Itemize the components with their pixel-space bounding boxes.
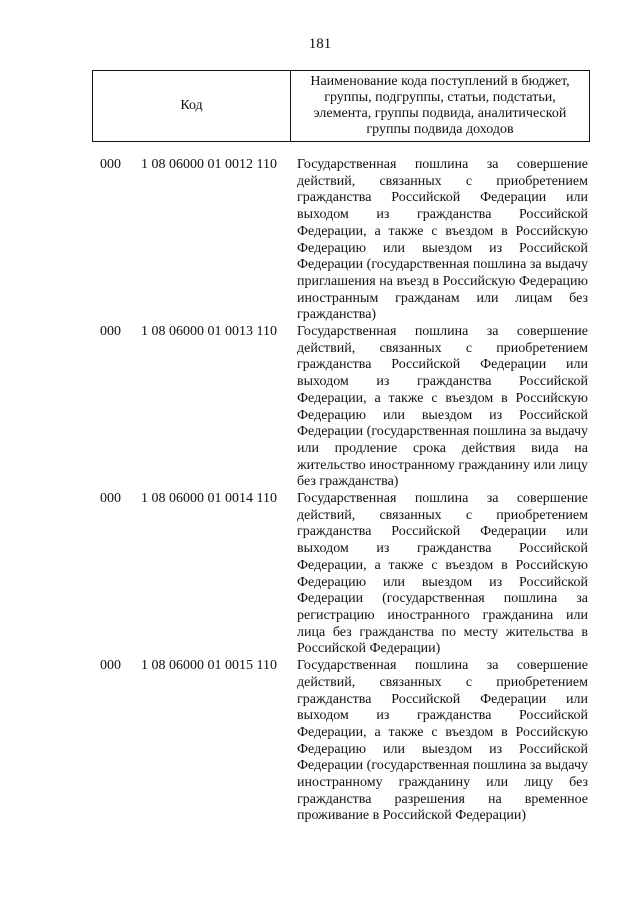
admin-code: 000 <box>100 658 121 674</box>
admin-code: 000 <box>100 324 121 340</box>
table-row <box>0 157 640 324</box>
row-description: Государственная пошлина за совершение действий, связанных с приобретением гражданства Российской Федерации или выходом из гражданства Российской Федерации, а также с въездом в Российскую Федерацию или выездом из Российской Федерации (государственная пошлина за выдачу приглашения на въезд в Российскую Федерацию иностранным гражданам или лицам без гражданства) <box>297 157 588 323</box>
budget-code: 1 08 06000 01 0012 110 <box>141 157 277 172</box>
admin-code: 000 <box>100 491 121 507</box>
row-description: Государственная пошлина за совершение действий, связанных с приобретением гражданства Российской Федерации или выходом из гражданства Российской Федерации, а также с въездом в Российскую Федерацию или выездом из Российской Федерации (государственная пошлина за регистрацию иностранного гражданина или лица без гражданства по месту жительства в Российской Федерации) <box>297 491 588 657</box>
budget-code: 1 08 06000 01 0014 110 <box>141 491 277 507</box>
row-description: Государственная пошлина за совершение действий, связанных с приобретением гражданства Российской Федерации или выходом из гражданства Российской Федерации, а также с въездом в Российскую Федерацию или выездом из Российской Федерации (государственная пошлина за выдачу иностранному гражданину или лицу без гражданства разрешения на временное проживание в Российской Федерации) <box>297 658 588 824</box>
table-header <box>92 70 590 142</box>
header-name-column: Наименование кода поступлений в бюджет, группы, подгруппы, статьи, подстатьи, элемента, группы подвида, аналитической группы подвида доходов <box>310 74 570 137</box>
admin-code: 000 <box>100 157 121 172</box>
table-body <box>0 157 640 825</box>
row-description: Государственная пошлина за совершение действий, связанных с приобретением гражданства Российской Федерации или выходом из гражданства Российской Федерации, а также с въездом в Российскую Федерацию или выездом из Российской Федерации (государственная пошлина за выдачу или продление срока действия вида на жительство иностранному гражданину или лицу без гражданства) <box>297 324 588 490</box>
budget-code: 1 08 06000 01 0013 110 <box>141 324 277 340</box>
header-code-column: Код <box>93 71 291 141</box>
page-number: 181 <box>308 36 332 52</box>
budget-code: 1 08 06000 01 0015 110 <box>141 658 277 674</box>
table-row <box>0 491 640 658</box>
table-row <box>0 324 640 491</box>
table-row <box>0 658 640 825</box>
